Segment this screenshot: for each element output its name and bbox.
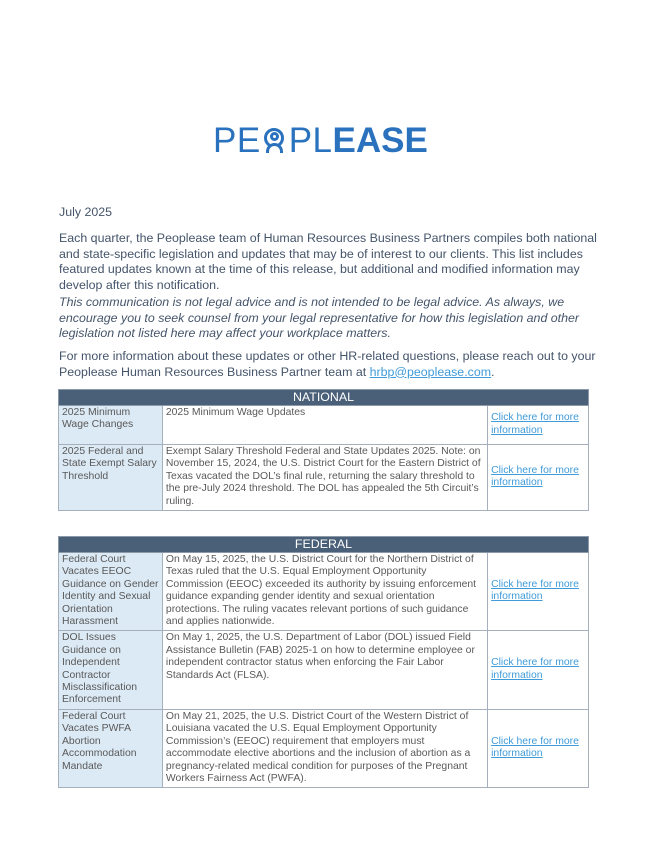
more-info-link[interactable]: Click here for more information <box>491 412 579 436</box>
contact-suffix: . <box>491 364 495 379</box>
federal-header: FEDERAL <box>59 537 589 553</box>
federal-table <box>58 536 589 788</box>
description-cell: Exempt Salary Threshold Federal and State Updates 2025. Note: on November 15, 2024, the U.S. District Court for the Eastern District of Texas vacated the DOL’s final rule, returning the salary threshold to the pre-July 2024 threshold. The DOL has appealed the 5th Circuit’s ruling. <box>162 445 487 511</box>
more-info-link[interactable]: Click here for more information <box>491 578 579 603</box>
table-row <box>59 553 589 631</box>
peoplease-logo <box>213 121 428 160</box>
document-date: July 2025 <box>59 205 113 219</box>
more-info-link[interactable]: Click here for more information <box>491 735 579 760</box>
table-row <box>59 406 589 445</box>
topic-cell: Federal Court Vacates PWFA Abortion Accommodation Mandate <box>59 709 163 787</box>
topic-cell: 2025 Minimum Wage Changes <box>59 406 163 445</box>
more-info-link[interactable]: Click here for more information <box>491 464 579 489</box>
table-row <box>59 445 589 511</box>
description-cell: On May 15, 2025, the U.S. District Court for the Northern District of Texas ruled that the U.S. Equal Employment Opportunity Commission (EEOC) exceeded its authority by issuing enforcement guidance expanding gender identity and sexual orientation protections. The ruling vacates relevant portions of such guidance and applies nationwide. <box>162 553 487 631</box>
logo-text-ease: EASE <box>332 121 428 160</box>
email-link[interactable]: hrbp@peoplease.com <box>369 364 492 379</box>
description-cell: On May 21, 2025, the U.S. District Court of the Western District of Louisiana vacated the U.S. Equal Employment Opportunity Commission’s (EEOC) requirement that employers must accommodate elective abortions and the inclusion of abortion as a pregnancy-related medical condition for purposes of the Pregnant Workers Fairness Act (PWFA). <box>162 709 487 787</box>
contact-paragraph <box>59 349 599 380</box>
table-row <box>59 631 589 709</box>
description-cell: 2025 Minimum Wage Updates <box>162 406 487 445</box>
table-row <box>59 709 589 787</box>
topic-cell: DOL Issues Guidance on Independent Contractor Misclassification Enforcement <box>59 631 163 709</box>
topic-cell: 2025 Federal and State Exempt Salary Threshold <box>59 445 163 511</box>
intro-paragraph: Each quarter, the Peoplease team of Human Resources Business Partners compiles both national and state-specific legislation and updates that may be of interest to our clients. This list includes featured updates known at the time of this release, but additional and modified information may develop after this notification. <box>59 231 597 292</box>
logo-text-pe: PE <box>213 121 261 160</box>
more-info-link[interactable]: Click here for more information <box>491 657 579 681</box>
national-table <box>58 389 589 511</box>
person-circle-icon <box>262 126 288 156</box>
national-header: NATIONAL <box>59 390 589 406</box>
contact-text: For more information about these updates or other HR-related questions, please reach out to your Peoplease Human Resources Business Partner team at <box>59 349 596 379</box>
legal-disclaimer: This communication is not legal advice and is not intended to be legal advice. As always, we encourage you to seek counsel from your legal representative for how this legislation and other legislation not listed here may affect your workplace matters. <box>59 295 580 340</box>
topic-cell: Federal Court Vacates EEOC Guidance on Gender Identity and Sexual Orientation Harassment <box>59 553 163 631</box>
description-cell: On May 1, 2025, the U.S. Department of Labor (DOL) issued Field Assistance Bulletin (FAB) 2025-1 on how to determine employee or independent contractor status when enforcing the Fair Labor Standards Act (FLSA). <box>162 631 487 709</box>
logo-text-pl: PL <box>288 121 333 160</box>
